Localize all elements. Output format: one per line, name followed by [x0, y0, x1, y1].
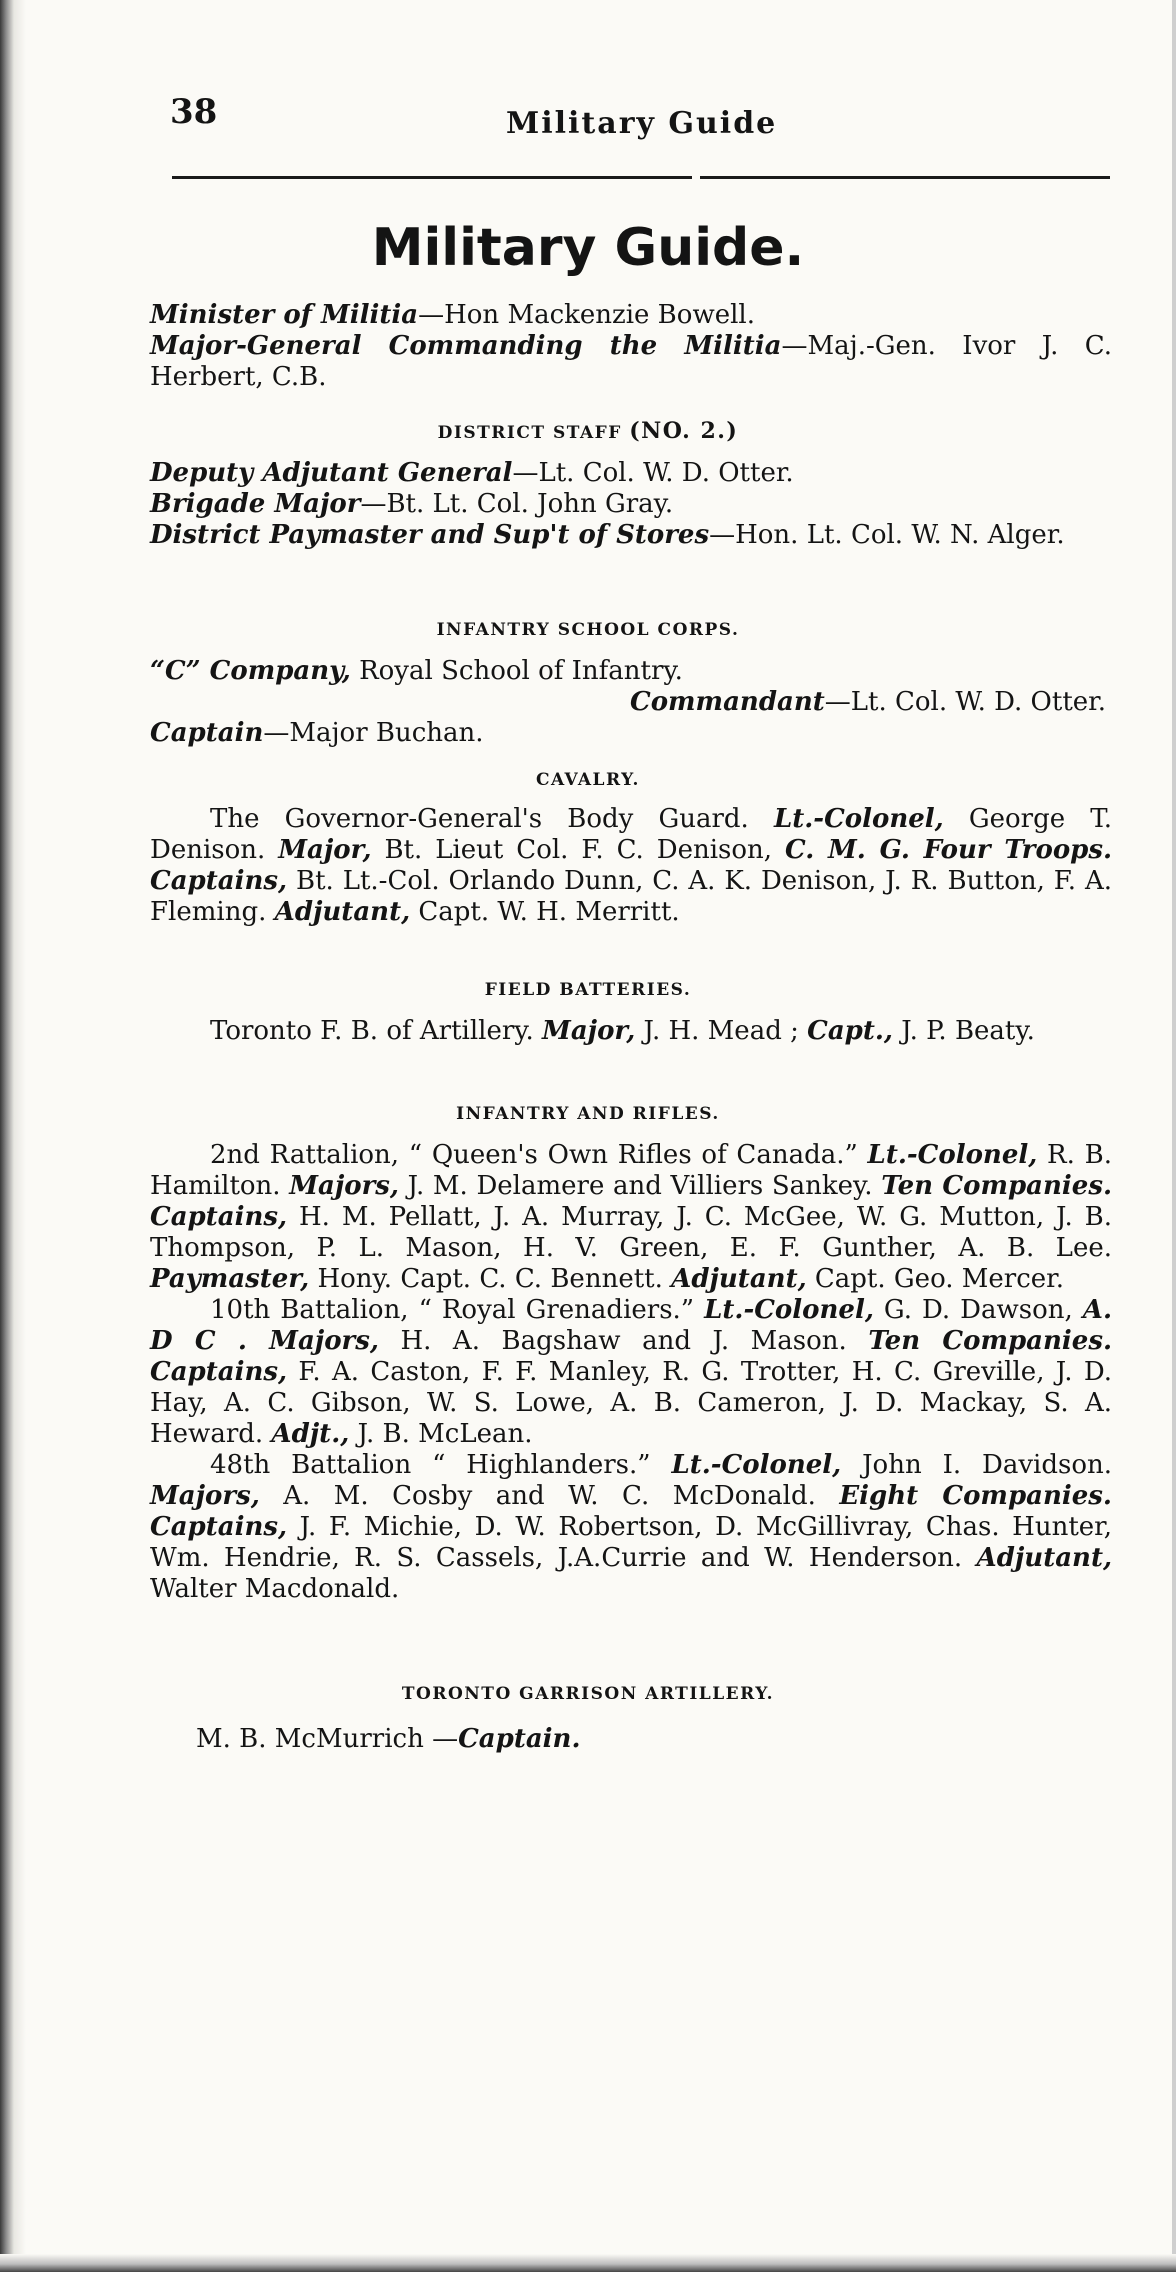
officials-block [150, 300, 1112, 393]
section-heading-field-batteries: FIELD BATTERIES. [484, 980, 692, 1000]
official-name: Maj.-Gen. Ivor J. C. Herbert, C.B. [150, 331, 1112, 392]
field-batteries-block [150, 1016, 1112, 1047]
section-heading-infantry-rifles: INFANTRY AND RIFLES. [456, 1104, 720, 1124]
official-minister: Minister of Militia—Hon Mackenzie Bowell. [150, 300, 755, 330]
page-shadow-left [0, 0, 26, 2272]
official-name: Hon Mackenzie Bowell. [444, 300, 755, 330]
battalion-48th: 48th Battalion “ Highlanders.” Lt.-Colonel, John I. Davidson. Majors, A. M. Cosby and W. C. McDonald. Eight Companies. Captains, J. F. Michie, D. W. Robertson, D. McGillivray, Chas. Hunter, Wm. Hendrie, R. S. Cassels, J.A.Currie and W. Henderson. Adjutant, Walter Macdonald. [150, 1450, 1113, 1604]
official-title: Major-General Commanding the Militia [150, 331, 782, 361]
page-number: 38 [170, 92, 218, 132]
page-header [170, 92, 1110, 152]
garrison-artillery-block [196, 1724, 1158, 1755]
page-edge-right [1172, 0, 1176, 2272]
commandant-captain-row [150, 687, 1112, 749]
battalion-10th: 10th Battalion, “ Royal Grenadiers.” Lt.-Colonel, G. D. Dawson, A. D C . Majors, H. A. Bagshaw and J. Mason. Ten Companies. Captains, F. A. Caston, F. F. Manley, R. G. Trotter, H. C. Greville, J. D. Hay, A. C. Gibson, W. S. Lowe, A. B. Cameron, J. D. Mackay, S. A. Heward. Adjt., J. B. McLean. [150, 1295, 1113, 1449]
captain-line: Captain—Major Buchan. [150, 718, 484, 748]
section-heading-cavalry: CAVALRY. [536, 770, 640, 790]
district-staff-block [150, 458, 1112, 551]
section-heading-district-staff: DISTRICT STAFF (NO. 2.) [437, 418, 739, 444]
header-rule-left [172, 176, 692, 179]
cavalry-paragraph: The Governor-General's Body Guard. Lt.-Colonel, George T. Denison. Major, Bt. Lieut Col. F. C. Denison, C. M. G. Four Troops. Captains, Bt. Lt.-Col. Orlando Dunn, C. A. K. Denison, J. R. Button, F. A. Fleming. Adjutant, Capt. W. H. Merritt. [150, 804, 1113, 927]
page-title: Military Guide. [371, 218, 805, 278]
infantry-rifles-block [150, 1140, 1112, 1605]
company-line: “C” Company, Royal School of Infantry. [150, 656, 683, 686]
section-heading-infantry-school: INFANTRY SCHOOL CORPS. [436, 620, 740, 640]
staff-entry: Deputy Adjutant General—Lt. Col. W. D. Otter. [150, 458, 794, 488]
running-head: Military Guide [506, 106, 778, 141]
page-shadow-bottom [0, 2254, 1176, 2272]
section-heading-garrison-artillery: TORONTO GARRISON ARTILLERY. [401, 1684, 775, 1704]
header-rule-right [700, 176, 1110, 179]
garrison-captain-line: M. B. McMurrich —Captain. [196, 1724, 581, 1754]
field-batteries-paragraph: Toronto F. B. of Artillery. Major, J. H. Mead ; Capt., J. P. Beaty. [210, 1016, 1035, 1046]
infantry-school-block [150, 656, 1112, 749]
cavalry-block [150, 804, 1112, 928]
battalion-2nd: 2nd Rattalion, “ Queen's Own Rifles of Canada.” Lt.-Colonel, R. B. Hamilton. Majors, J. M. Delamere and Villiers Sankey. Ten Companies. Captains, H. M. Pellatt, J. A. Murray, J. C. McGee, W. G. Mutton, J. B. Thompson, P. L. Mason, H. V. Green, E. F. Gunther, A. B. Lee. Paymaster, Hony. Capt. C. C. Bennett. Adjutant, Capt. Geo. Mercer. [150, 1140, 1113, 1294]
commandant-line: Commandant—Lt. Col. W. D. Otter. [630, 687, 1106, 717]
staff-entry: District Paymaster and Sup't of Stores—Hon. Lt. Col. W. N. Alger. [150, 520, 1065, 550]
official-major-general: Major-General Commanding the Militia—Maj.-Gen. Ivor J. C. Herbert, C.B. [150, 331, 1112, 392]
staff-entry: Brigade Major—Bt. Lt. Col. John Gray. [150, 489, 674, 519]
official-title: Minister of Militia [150, 300, 419, 330]
